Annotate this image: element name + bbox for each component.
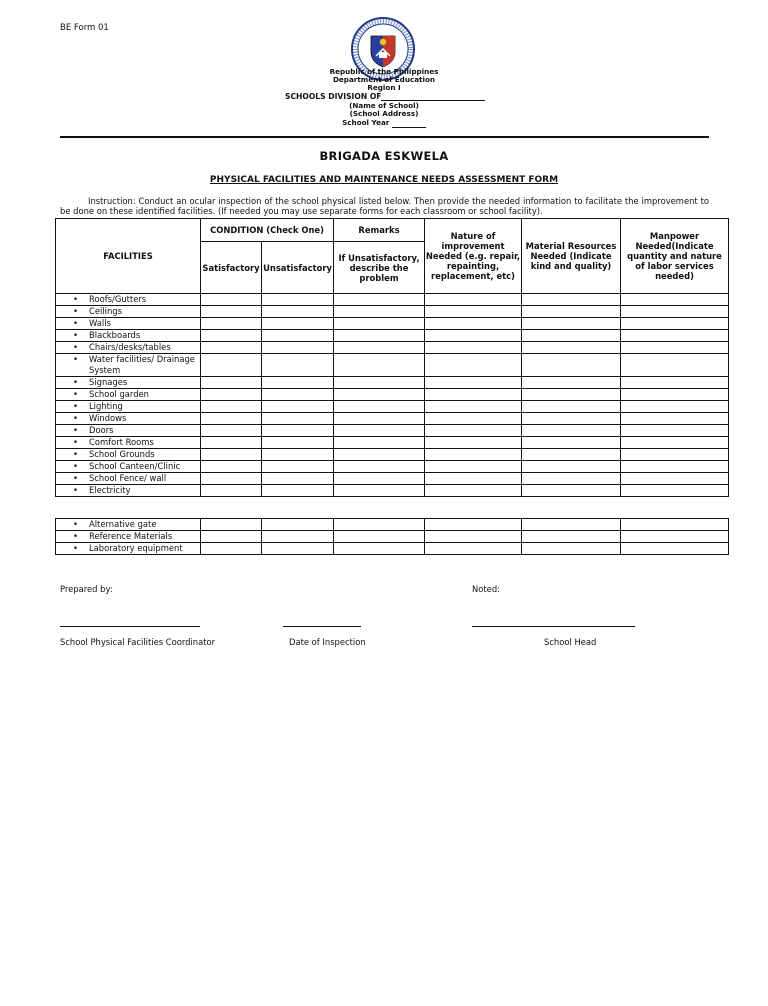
facility-cell [56, 531, 201, 543]
unsatisfactory-cell[interactable] [262, 389, 334, 401]
facility-label: School Fence/ wall [89, 473, 167, 483]
facility-cell [56, 473, 201, 485]
remarks-cell[interactable] [334, 354, 425, 377]
remarks-cell[interactable] [334, 519, 425, 531]
satisfactory-cell[interactable] [201, 543, 262, 555]
division-label: SCHOOLS DIVISION OF [285, 92, 382, 101]
manpower-cell[interactable] [621, 413, 729, 425]
material-cell[interactable] [522, 425, 621, 437]
facility-label: Reference Materials [89, 531, 173, 541]
facility-label: Alternative gate [89, 519, 157, 529]
form-subtitle [0, 175, 768, 185]
remarks-cell[interactable] [334, 473, 425, 485]
remarks-cell[interactable] [334, 330, 425, 342]
republic-label: Republic of the Philippines [329, 67, 439, 76]
facility-label: Electricity [89, 485, 131, 495]
remarks-cell[interactable] [334, 377, 425, 389]
unsatisfactory-cell[interactable] [262, 318, 334, 330]
table-row [56, 461, 729, 473]
remarks-cell[interactable] [334, 318, 425, 330]
head-label: School Head [544, 637, 597, 647]
nature-cell[interactable] [425, 354, 522, 377]
manpower-cell[interactable] [621, 294, 729, 306]
satisfactory-cell[interactable] [201, 306, 262, 318]
manpower-cell[interactable] [621, 330, 729, 342]
school-address-label: (School Address) [349, 109, 419, 118]
bullet-icon: • [73, 413, 78, 423]
material-cell[interactable] [522, 330, 621, 342]
unsatisfactory-cell[interactable] [262, 425, 334, 437]
unsatisfactory-cell[interactable] [262, 401, 334, 413]
satisfactory-cell[interactable] [201, 531, 262, 543]
satisfactory-cell[interactable] [201, 449, 262, 461]
bullet-icon: • [73, 318, 78, 328]
facility-cell [56, 354, 201, 377]
table-row [56, 473, 729, 485]
satisfactory-cell[interactable] [201, 519, 262, 531]
remarks-cell[interactable] [334, 306, 425, 318]
material-cell[interactable] [522, 306, 621, 318]
manpower-cell[interactable] [621, 377, 729, 389]
table-row [56, 485, 729, 497]
remarks-cell[interactable] [334, 389, 425, 401]
material-cell[interactable] [522, 377, 621, 389]
satisfactory-cell[interactable] [201, 425, 262, 437]
unsatisfactory-cell[interactable] [262, 437, 334, 449]
bullet-icon: • [73, 449, 78, 459]
facility-cell [56, 377, 201, 389]
table-row [56, 389, 729, 401]
nature-cell[interactable] [425, 342, 522, 354]
region-label: Region I [367, 83, 401, 92]
bullet-icon: • [73, 425, 78, 435]
material-cell[interactable] [522, 485, 621, 497]
facility-label: Doors [89, 425, 114, 435]
unsatisfactory-cell[interactable] [262, 461, 334, 473]
manpower-cell[interactable] [621, 543, 729, 555]
material-cell[interactable] [522, 461, 621, 473]
manpower-cell[interactable] [621, 519, 729, 531]
unsatisfactory-cell[interactable] [262, 543, 334, 555]
remarks-header: Remarks [334, 219, 425, 242]
unsatisfactory-cell[interactable] [262, 342, 334, 354]
table-row [56, 519, 729, 531]
manpower-cell[interactable] [621, 354, 729, 377]
table-row [56, 294, 729, 306]
table-row [56, 342, 729, 354]
unsatisfactory-cell[interactable] [262, 306, 334, 318]
table-row [56, 425, 729, 437]
school-year-line [0, 119, 768, 128]
satisfactory-cell[interactable] [201, 401, 262, 413]
if-unsatisfactory-header: If Unsatisfactory, describe the problem [334, 242, 425, 294]
nature-cell[interactable] [425, 473, 522, 485]
unsatisfactory-cell[interactable] [262, 330, 334, 342]
assessment-table [55, 218, 729, 497]
remarks-cell[interactable] [334, 531, 425, 543]
table-row [56, 401, 729, 413]
form-title: BRIGADA ESKWELA [319, 149, 449, 163]
facility-cell [56, 413, 201, 425]
manpower-cell[interactable] [621, 461, 729, 473]
bullet-icon: • [73, 330, 78, 340]
satisfactory-header: Satisfactory [201, 242, 262, 294]
table-row [56, 413, 729, 425]
table-row [56, 543, 729, 555]
facility-cell [56, 543, 201, 555]
bullet-icon: • [73, 461, 78, 471]
unsatisfactory-cell[interactable] [262, 294, 334, 306]
nature-cell[interactable] [425, 485, 522, 497]
division-line [285, 92, 485, 101]
nature-cell[interactable] [425, 531, 522, 543]
additional-table [55, 518, 729, 555]
manpower-header: Manpower Needed(Indicate quantity and nature of labor services needed) [621, 219, 729, 294]
facility-label: Signages [89, 377, 128, 387]
bullet-icon: • [73, 401, 78, 411]
material-cell[interactable] [522, 294, 621, 306]
material-cell[interactable] [522, 473, 621, 485]
noted-label: Noted: [472, 584, 500, 594]
bullet-icon: • [73, 543, 78, 553]
nature-cell[interactable] [425, 389, 522, 401]
facility-cell [56, 425, 201, 437]
facility-cell [56, 461, 201, 473]
material-header: Material Resources Needed (Indicate kind and quality) [522, 219, 621, 294]
manpower-cell[interactable] [621, 425, 729, 437]
school-name-label: (Name of School) [349, 101, 419, 110]
unsatisfactory-cell[interactable] [262, 531, 334, 543]
bullet-icon: • [73, 306, 78, 316]
satisfactory-cell[interactable] [201, 413, 262, 425]
remarks-cell[interactable] [334, 461, 425, 473]
nature-cell[interactable] [425, 306, 522, 318]
satisfactory-cell[interactable] [201, 342, 262, 354]
form-subtitle-text: PHYSICAL FACILITIES AND MAINTENANCE NEEDS ASSESSMENT FORM [209, 175, 559, 185]
facility-label: Roofs/Gutters [89, 294, 147, 304]
satisfactory-cell[interactable] [201, 354, 262, 377]
nature-cell[interactable] [425, 449, 522, 461]
material-cell[interactable] [522, 449, 621, 461]
bullet-icon: • [73, 354, 78, 364]
nature-cell[interactable] [425, 401, 522, 413]
satisfactory-cell[interactable] [201, 473, 262, 485]
satisfactory-cell[interactable] [201, 294, 262, 306]
satisfactory-cell[interactable] [201, 461, 262, 473]
facility-label: Lighting [89, 401, 123, 411]
remarks-cell[interactable] [334, 485, 425, 497]
nature-cell[interactable] [425, 330, 522, 342]
facility-cell [56, 437, 201, 449]
table-row [56, 377, 729, 389]
facility-label: Chairs/desks/tables [89, 342, 171, 352]
manpower-cell[interactable] [621, 449, 729, 461]
facility-label: Water facilities/ Drainage System [89, 354, 195, 375]
remarks-cell[interactable] [334, 437, 425, 449]
date-label: Date of Inspection [289, 637, 366, 647]
manpower-cell[interactable] [621, 389, 729, 401]
table-row [56, 437, 729, 449]
material-cell[interactable] [522, 519, 621, 531]
facility-label: School Canteen/Clinic [89, 461, 181, 471]
remarks-cell[interactable] [334, 413, 425, 425]
facility-label: Ceilings [89, 306, 122, 316]
material-cell[interactable] [522, 531, 621, 543]
unsatisfactory-header: Unsatisfactory [262, 242, 334, 294]
bullet-icon: • [73, 485, 78, 495]
header-rule [60, 136, 709, 138]
school-year-blank [392, 120, 426, 128]
bullet-icon: • [73, 342, 78, 352]
satisfactory-cell[interactable] [201, 389, 262, 401]
manpower-cell[interactable] [621, 531, 729, 543]
nature-cell[interactable] [425, 294, 522, 306]
unsatisfactory-cell[interactable] [262, 519, 334, 531]
table-row [56, 330, 729, 342]
bullet-icon: • [73, 473, 78, 483]
remarks-cell[interactable] [334, 425, 425, 437]
material-cell[interactable] [522, 318, 621, 330]
table-row [56, 449, 729, 461]
instruction-text: Instruction: Conduct an ocular inspection of the school physical listed below. Then provide the needed information to facilitate the improvement to be done on these identified facilities. (If needed you may use separate forms for each classroom or school facility). [60, 196, 709, 216]
facility-cell [56, 318, 201, 330]
material-cell[interactable] [522, 342, 621, 354]
nature-header: Nature of improvement Needed (e.g. repair, repainting, replacement, etc) [425, 219, 522, 294]
satisfactory-cell[interactable] [201, 330, 262, 342]
nature-cell[interactable] [425, 437, 522, 449]
table-row [56, 531, 729, 543]
manpower-cell[interactable] [621, 306, 729, 318]
facility-label: Blackboards [89, 330, 141, 340]
material-cell[interactable] [522, 354, 621, 377]
bullet-icon: • [73, 377, 78, 387]
nature-cell[interactable] [425, 413, 522, 425]
bullet-icon: • [73, 531, 78, 541]
unsatisfactory-cell[interactable] [262, 377, 334, 389]
unsatisfactory-cell[interactable] [262, 354, 334, 377]
facility-cell [56, 342, 201, 354]
facility-label: School Grounds [89, 449, 155, 459]
nature-cell[interactable] [425, 377, 522, 389]
table-row [56, 354, 729, 377]
satisfactory-cell[interactable] [201, 437, 262, 449]
nature-cell[interactable] [425, 543, 522, 555]
facility-cell [56, 519, 201, 531]
unsatisfactory-cell[interactable] [262, 449, 334, 461]
coordinator-label: School Physical Facilities Coordinator [60, 637, 216, 647]
unsatisfactory-cell[interactable] [262, 473, 334, 485]
material-cell[interactable] [522, 389, 621, 401]
manpower-cell[interactable] [621, 401, 729, 413]
material-cell[interactable] [522, 401, 621, 413]
material-cell[interactable] [522, 543, 621, 555]
remarks-cell[interactable] [334, 401, 425, 413]
facility-label: Comfort Rooms [89, 437, 154, 447]
facility-label: School garden [89, 389, 149, 399]
nature-cell[interactable] [425, 425, 522, 437]
manpower-cell[interactable] [621, 485, 729, 497]
facility-cell [56, 330, 201, 342]
department-label: Department of Education [332, 75, 436, 84]
school-year-label: School Year [342, 118, 390, 127]
facility-label: Laboratory equipment [89, 543, 183, 553]
facility-cell [56, 449, 201, 461]
table-row [56, 306, 729, 318]
condition-header: CONDITION (Check One) [201, 219, 334, 242]
unsatisfactory-cell[interactable] [262, 413, 334, 425]
bullet-icon: • [73, 519, 78, 529]
material-cell[interactable] [522, 413, 621, 425]
unsatisfactory-cell[interactable] [262, 485, 334, 497]
facility-cell [56, 294, 201, 306]
remarks-cell[interactable] [334, 449, 425, 461]
nature-cell[interactable] [425, 318, 522, 330]
head-signature-line [472, 626, 635, 627]
manpower-cell[interactable] [621, 342, 729, 354]
form-id: BE Form 01 [60, 23, 109, 33]
remarks-cell[interactable] [334, 543, 425, 555]
division-blank [381, 92, 485, 101]
bullet-icon: • [73, 294, 78, 304]
bullet-icon: • [73, 437, 78, 447]
bullet-icon: • [73, 389, 78, 399]
facility-cell [56, 485, 201, 497]
manpower-cell[interactable] [621, 473, 729, 485]
prepared-by-label: Prepared by: [60, 584, 113, 594]
facility-cell [56, 389, 201, 401]
coordinator-signature-line [60, 626, 200, 627]
facility-cell [56, 306, 201, 318]
nature-cell[interactable] [425, 461, 522, 473]
facilities-header: FACILITIES [56, 219, 201, 294]
manpower-cell[interactable] [621, 437, 729, 449]
facility-label: Windows [89, 413, 127, 423]
material-cell[interactable] [522, 437, 621, 449]
satisfactory-cell[interactable] [201, 318, 262, 330]
facility-label: Walls [89, 318, 111, 328]
nature-cell[interactable] [425, 519, 522, 531]
satisfactory-cell[interactable] [201, 377, 262, 389]
satisfactory-cell[interactable] [201, 485, 262, 497]
date-signature-line [283, 626, 361, 627]
remarks-cell[interactable] [334, 294, 425, 306]
table-row [56, 318, 729, 330]
manpower-cell[interactable] [621, 318, 729, 330]
facility-cell [56, 401, 201, 413]
remarks-cell[interactable] [334, 342, 425, 354]
